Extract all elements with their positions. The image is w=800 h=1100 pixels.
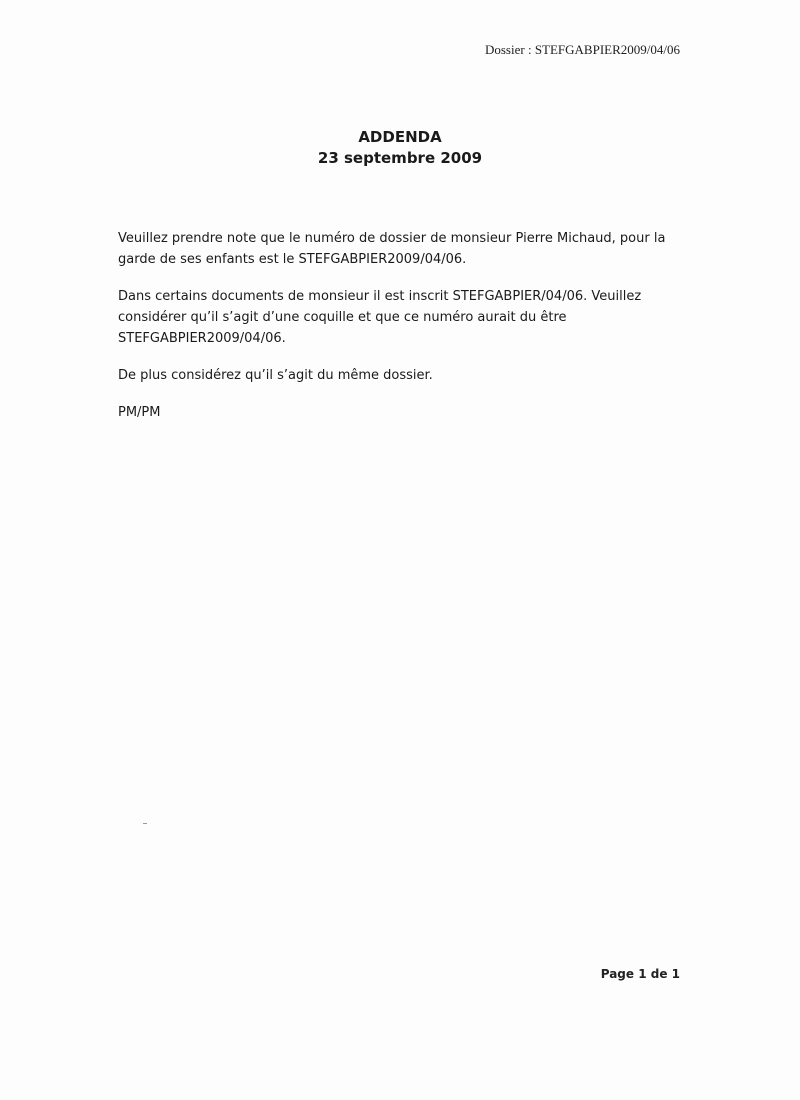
document-title: ADDENDA (358, 128, 442, 146)
page-number: Page 1 de 1 (600, 967, 680, 981)
paragraph-same-file: De plus considérez qu’il s’agit du même dossier. (118, 368, 433, 383)
document-body (118, 228, 678, 439)
scan-speck (143, 823, 147, 824)
paragraph-typo-notice: Dans certains documents de monsieur il est inscrit STEFGABPIER/04/06. Veuillez considérer qu’il s’agit d’une coquille et que ce numéro aurait du être STEFGABPIER2009/04/06. (118, 289, 642, 346)
dossier-reference: Dossier : STEFGABPIER2009/04/06 (484, 42, 680, 57)
document-date: 23 septembre 2009 (317, 149, 483, 167)
title-block (0, 127, 800, 169)
paragraph-file-number: Veuillez prendre note que le numéro de dossier de monsieur Pierre Michaud, pour la garde de ses enfants est le STEFGABPIER2009/04/06. (118, 231, 666, 267)
initials: PM/PM (118, 405, 161, 420)
